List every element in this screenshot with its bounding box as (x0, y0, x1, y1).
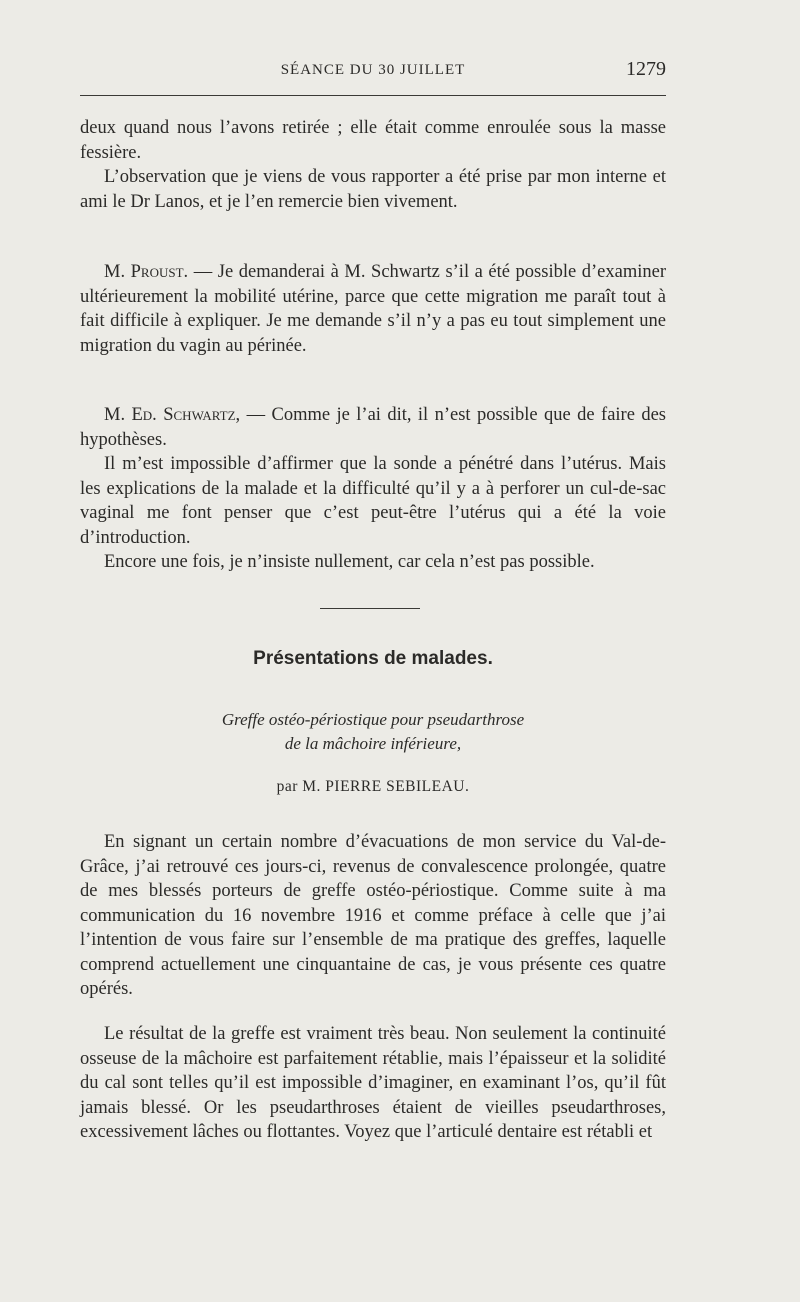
speaker-schwartz: M. Ed. Schwartz, (104, 405, 241, 425)
author-byline: par M. PIERRE SEBILEAU. (276, 778, 470, 795)
paragraph-impossible: Il m’est impossible d’affirmer que la sonde a pénétré dans l’utérus. Mais les explications de la malade et la difficulté qu’il y a à perforer un cul-de-sac vaginal me font penser que c’est peut-être l’utérus qui a été la voie d’introduction. (80, 454, 666, 548)
section-title: Présentations de malades. (253, 648, 493, 669)
header-rule (80, 95, 666, 96)
paragraph-sebileau-result: Le résultat de la greffe est vraiment très beau. Non seulement la continuité osseuse de la mâchoire est parfaitement rétablie, mais l’épaisseur et la solidité du cal sont telles qu’il est impossible d’imaginer, en examinant l’os, qu’il fût jamais blessé. Or les pseudarthroses étaient de vieilles pseudarthroses, excessivement lâches ou flottantes. Voyez que l’articulé dentaire est rétabli et (80, 1024, 666, 1142)
article-subtitle-line1: Greffe ostéo-périostique pour pseudarthrose (221, 710, 525, 729)
paragraph-encore: Encore une fois, je n’insiste nullement, car cela n’est pas possible. (104, 552, 595, 572)
running-header (80, 56, 666, 88)
speaker-proust: M. Proust. (104, 262, 189, 282)
proust-remark: — Je demanderai à M. Schwartz s’il a été possible d’examiner ultérieurement la mobilité utérine, parce que cette migration me paraît tout à fait difficile à expliquer. Je me demande s’il n’y a pas eu tout simplement une migration du vagin au périnée. (80, 262, 666, 356)
paragraph-sebileau-intro: En signant un certain nombre d’évacuations de mon service du Val-de-Grâce, j’ai retrouvé ces jours-ci, revenus de convalescence prolongée, quatre de mes blessés porteurs de greffe ostéo-périostique. Comme suite à ma communication du 16 novembre 1916 et comme préface à celle que j’ai l’intention de vous faire sur l’ensemble de ma pratique des greffes, laquelle comprend actuellement une cinquantaine de cas, je vous présente ces quatre opérés. (80, 832, 666, 999)
header-title: SÉANCE DU 30 JUILLET (280, 62, 466, 78)
article-subtitle-line2: de la mâchoire inférieure, (284, 734, 462, 753)
section-separator (320, 608, 420, 609)
paragraph-continuation: deux quand nous l’avons retirée ; elle était comme enroulée sous la masse fessière. (80, 118, 666, 163)
schwartz-remark: — Comme je l’ai dit, il n’est possible que de faire des hypothèses. (80, 405, 666, 450)
paragraph-observation: L’observation que je viens de vous rapporter a été prise par mon interne et ami le Dr Lanos, et je l’en remercie bien vivement. (80, 167, 666, 212)
paragraph-proust (80, 260, 666, 358)
paragraph-schwartz (80, 403, 666, 453)
page-number: 1279 (626, 58, 666, 80)
